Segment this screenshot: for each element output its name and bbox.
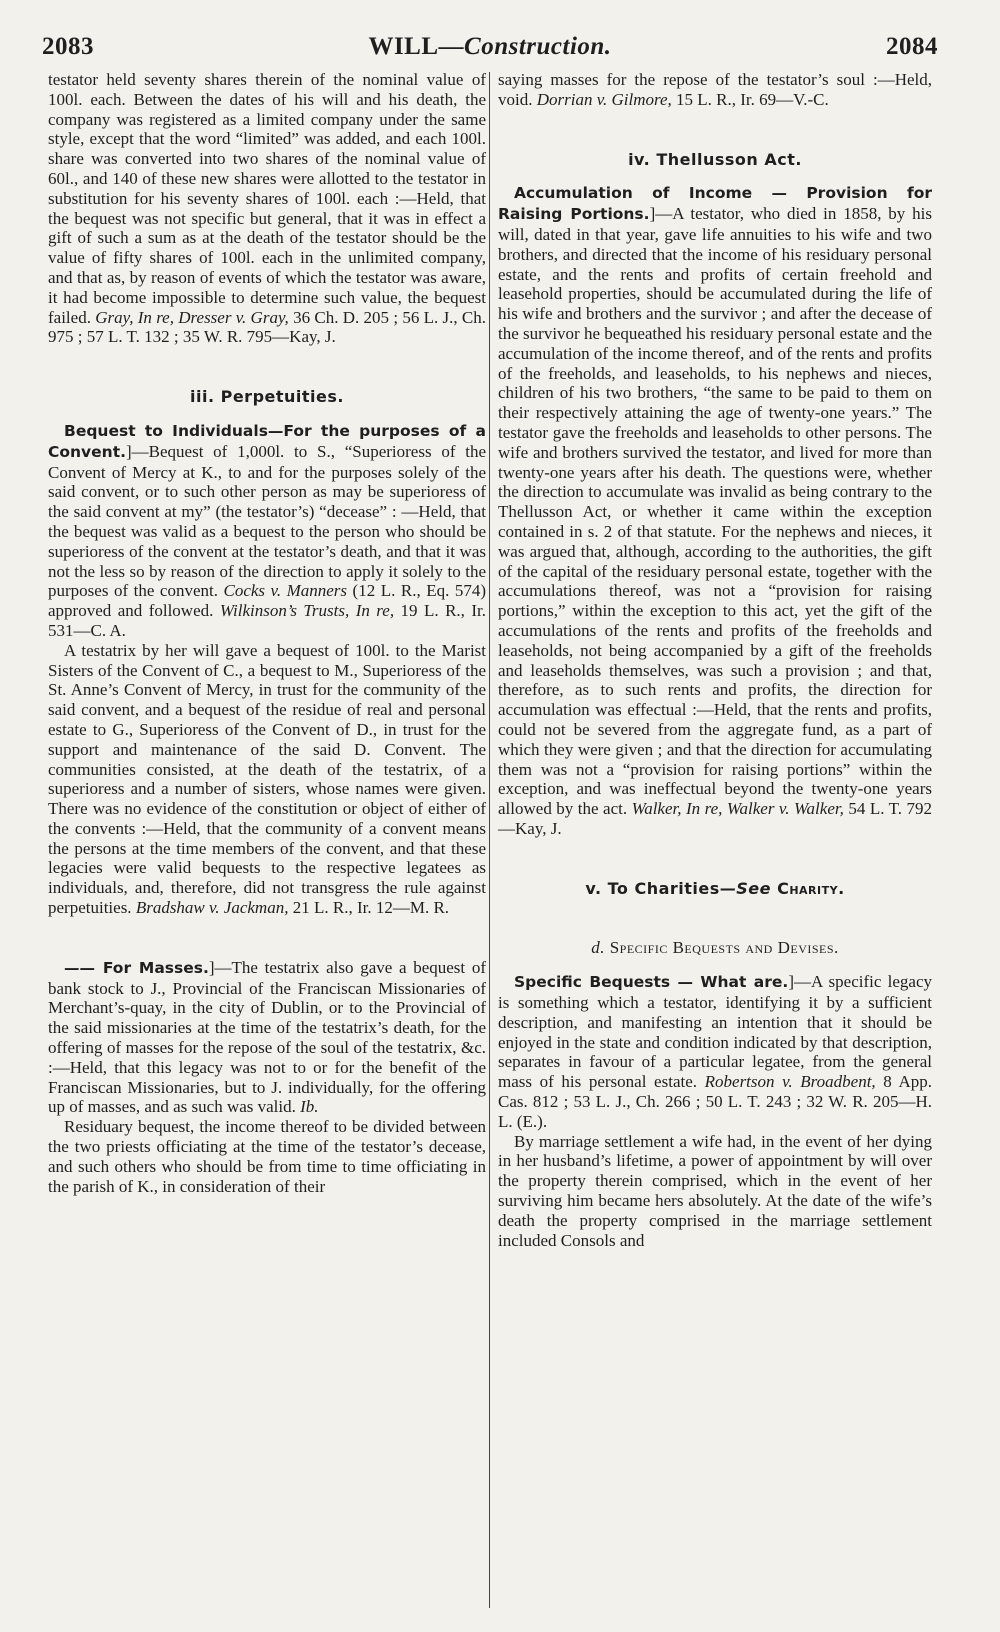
paragraph-text: Residuary bequest, the income thereof to be divided between the two priests officiating at the time of the testator’s decease, and such others who should be from time to time officiating in the parish of K., in consideration of their (48, 1117, 486, 1196)
running-title-italic: Construction. (464, 33, 612, 60)
paragraph-text: A testatrix by her will gave a bequest of 100l. to the Marist Sisters of the Convent of C., a bequest to M., Superioress of the St. Anne’s Convent of Mercy, in trust for the community of the said convent, and a bequest of the residue of real and personal estate to G., Superioress of the Convent of D., in trust for the support and maintenance of the said D. Convent. The communities consisted, at the death of the testatrix, of a superioress and a number of sisters, whose names were given. There was no evidence of the constitution or object of either of the convents :—Held, that the community of a convent means the persons at the time members of the convent, and that these legacies were valid bequests to the respective legatees as individuals, and, therefore, did not transgress the rule against perpetuities. (48, 640, 486, 918)
citation: 54 L. T. 792—Kay, J. (498, 799, 932, 838)
running-title-main: WILL— (368, 33, 465, 60)
right-column (498, 70, 932, 1250)
paragraph (48, 958, 486, 1117)
citation: 19 L. R., Ir. 531—C. A. (48, 601, 486, 640)
left-column (48, 70, 486, 1196)
paragraph (498, 70, 932, 110)
paragraph-text: ]—A specific legacy is something which a testator, identifying it by a sufficient description, and manifesting an intention that it should be enjoyed in the state and condition indicated by that description, separates in favour of a particular legatee, from the general mass of his personal estate. (498, 972, 932, 1092)
section-heading-charities: v. To Charities—See Charity. (585, 878, 845, 898)
right-page-number: 2084 (886, 33, 938, 60)
section-heading-specific-bequests: d. Specific Bequests and Devises. (591, 938, 839, 958)
case-name: Gray, In re, Dresser v. Gray, (95, 307, 289, 327)
paragraph-text: By marriage settlement a wife had, in the event of her dying in her husband’s lifetime, a power of appointment by will over the property therein comprised, which in the event of her surviving him became hers absolutely. At the date of the wife’s death the property comprised in the marriage settlement included Consols and (498, 1131, 932, 1250)
paragraph (498, 183, 932, 838)
paragraph-text: ]—The testatrix also gave a bequest of bank stock to J., Provincial of the Franciscan Missionaries of Merchant’s-quay, in the city of Dublin, or to the Provincial of the said missionaries at the time of the testatrix’s death, for the offering of masses for the repose of the soul of the testatrix, &c. :—Held, that this legacy was not to or for the benefit of the Franciscan Missionaries, but to J. individually, for the offering up of masses, and as such was valid. (48, 957, 486, 1117)
paragraph (48, 70, 486, 347)
paragraph (48, 421, 486, 641)
paragraph-heading: Specific Bequests — What are. (514, 973, 789, 992)
case-name: Dorrian v. Gilmore, (536, 89, 672, 109)
paragraph (48, 641, 486, 918)
paragraph-text: saying masses for the repose of the testator’s soul :—Held, void. (498, 70, 932, 109)
paragraph-text: ]—A testator, who died in 1858, by his will, dated in that year, gave life annuities to his wife and two brothers, and directed that the income of his residuary personal estate, and the rents and profits of certain freehold and leasehold properties, should be accumulated during the life of his wife and brothers and the survivor ; and after the decease of the survivor he bequeathed his residuary personal estate and the accumulation of the income thereof, and of the rents and profits of the freeholds, and leaseholds, to his nephews and nieces, children of his two brothers, “the same to be paid to them on their respectively attaining the age of twenty-one years.” The testator gave the freeholds and leaseholds to other persons. The wife and brothers survived the testator, and lived for more than twenty-one years after his death. The questions were, whether the direction to accumulate was invalid as being contrary to the Thellusson Act, or whether it came within the exception contained in s. 2 of that statute. For the nephews and nieces, it was argued that, although, according to the authorities, the gift of the capital of the residuary personal estate, together with the accumulations thereof, was not a “provision for raising portions,” within the exception to this act, yet the gift of the accumulations of the rents and profits of the freeholds and leaseholds, not being accompanied by a gift of the freeholds and leaseholds themselves, was such a provision ; and that, therefore, as to such rents and profits, the direction for accumulation was effectual :—Held, that the rents and profits, could not be severed from the aggregate fund, as a part of which they were given ; and that the direction for accumulating them was not a “provision for raising portions” within the exception, and was ineffectual beyond the twenty-one years allowed by the act. (498, 204, 933, 819)
case-name: Robertson v. Broadbent, (704, 1072, 876, 1092)
citation: 36 Ch. D. 205 ; 56 L. J., Ch. 975 ; 57 L. T. 132 ; 35 W. R. 795—Kay, J. (48, 307, 486, 347)
section-heading-thellusson-act: iv. Thellusson Act. (628, 149, 802, 169)
section-letter: d. (591, 938, 605, 958)
case-name: Walker, In re, Walker v. Walker, (631, 799, 844, 819)
citation: 15 L. R., Ir. 69—V.-C. (671, 89, 829, 109)
paragraph-heading: Accumulation of Income — Provision for Raising Portions. (498, 184, 932, 224)
case-name: Wilkinson’s Trusts, In re, (219, 601, 395, 621)
paragraph-text: ]—Bequest of 1,000l. to S., “Superioress of the Convent of Mercy at K., to and for the purposes solely of the said convent, or to such other person as may be superioress of the said convent at my” (the testator’s) “decease” : —Held, that the bequest was valid as a bequest to the person who should be superioress of the convent at the testator’s death, and that it was not the less so by reason of the direction to apply it solely to the purposes of the convent. (48, 441, 486, 601)
paragraph (498, 972, 932, 1131)
citation: 8 App. Cas. 812 ; 53 L. J., Ch. 266 ; 50 L. T. 243 ; 32 W. R. 205—H. L. (E.). (498, 1072, 933, 1131)
paragraph-heading: Bequest to Individuals—For the purposes of a Convent. (48, 421, 486, 461)
case-name: Ib. (300, 1097, 319, 1117)
cross-reference: Charity. (771, 878, 845, 898)
page-header (42, 30, 938, 64)
case-name: Bradshaw v. Jackman, (135, 898, 289, 918)
paragraph (48, 1117, 486, 1196)
citation: (12 L. R., Eq. 574) approved and followed. (48, 581, 487, 621)
section-heading-perpetuities: iii. Perpetuities. (190, 387, 344, 407)
running-title (368, 33, 611, 61)
column-divider (489, 72, 490, 1608)
paragraph (498, 1132, 932, 1251)
citation: 21 L. R., Ir. 12—M. R. (288, 898, 450, 918)
see-reference: See (736, 878, 771, 898)
left-page-number: 2083 (42, 33, 94, 60)
paragraph-heading: —— For Masses. (64, 958, 209, 977)
paragraph-text: testator held seventy shares therein of the nominal value of 100l. each. Between the dates of his will and his death, the company was registered as a limited company under the same style, except that the word “limited” was added, and each 100l. share was converted into two shares of the nominal value of 60l., and 140 of these new shares were allotted to the testator in substitution for his seventy shares of 100l. each :—Held, that the bequest was not specific but general, that it was in effect a gift of such a sum as at the death of the testator should be the value of fifty shares of 100l. each in the unlimited company, and that as, by reason of events of which the testator was aware, it had become impossible to determine such value, the bequest failed. (48, 70, 486, 327)
case-name: Cocks v. Manners (223, 581, 348, 601)
